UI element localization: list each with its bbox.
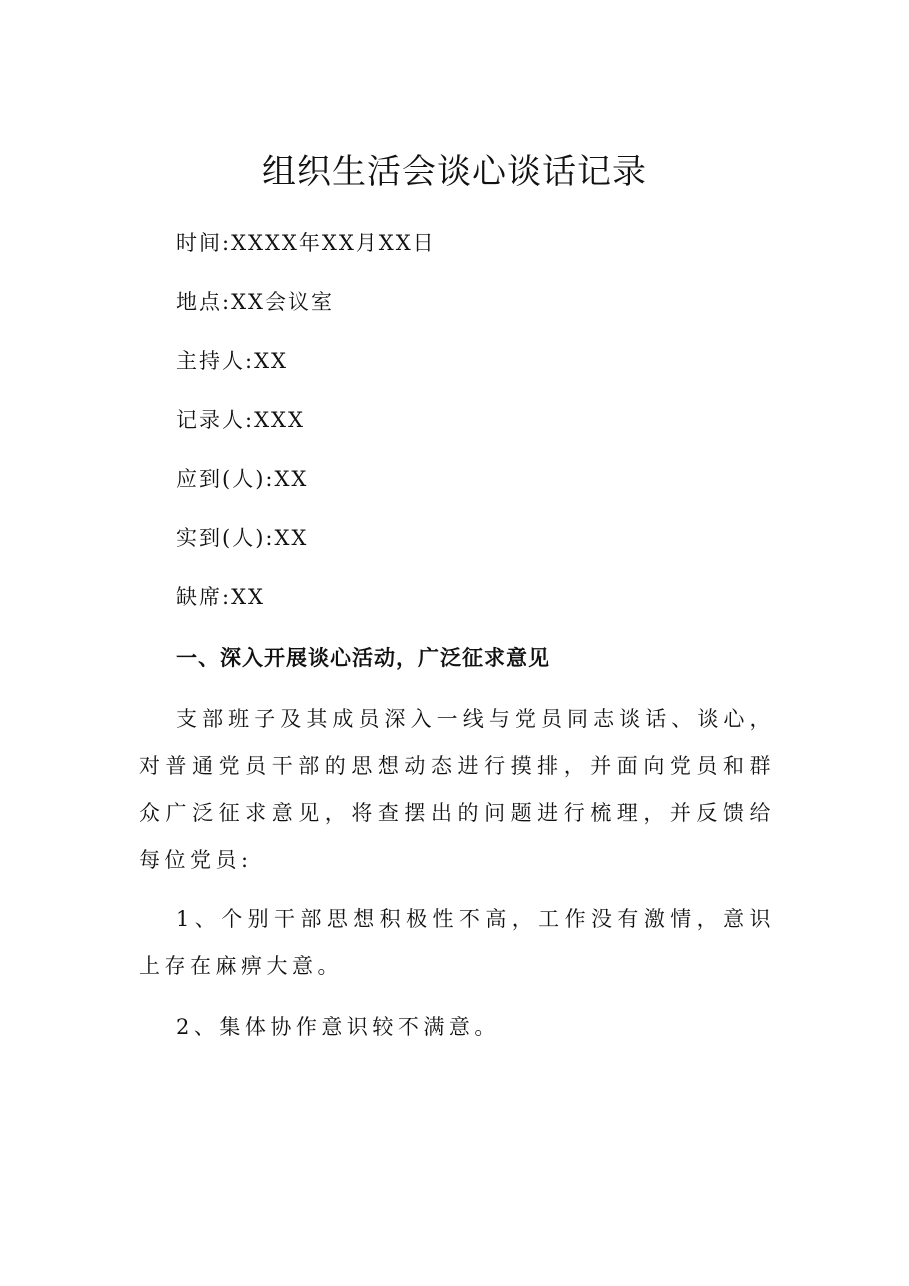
meeting-recorder: 记录人:XXX [176, 408, 305, 432]
section-heading: 一、深入开展谈心活动，广泛征求意见 [176, 646, 550, 670]
attendance-expected: 应到(人):XX [176, 467, 309, 491]
attendance-absent: 缺席:XX [176, 585, 265, 609]
issue-item-2: 2、集体协作意识较不满意。 [176, 1015, 500, 1039]
meeting-host: 主持人:XX [176, 349, 288, 373]
intro-paragraph: 支部班子及其成员深入一线与党员同志谈话、谈心，对普通党员干部的思想动态进行摸排，并面向党员和群众广泛征求意见，将查摆出的问题进行梳理，并反馈给每位党员: [139, 707, 775, 872]
attendance-actual: 实到(人):XX [176, 526, 309, 550]
document-title: 组织生活会谈心谈话记录 [262, 152, 647, 192]
issue-item-1: 1、个别干部思想积极性不高，工作没有激情，意识上存在麻痹大意。 [139, 907, 775, 978]
meeting-location: 地点:XX会议室 [176, 290, 334, 314]
meeting-time: 时间:XXXX年XX月XX日 [176, 231, 436, 255]
